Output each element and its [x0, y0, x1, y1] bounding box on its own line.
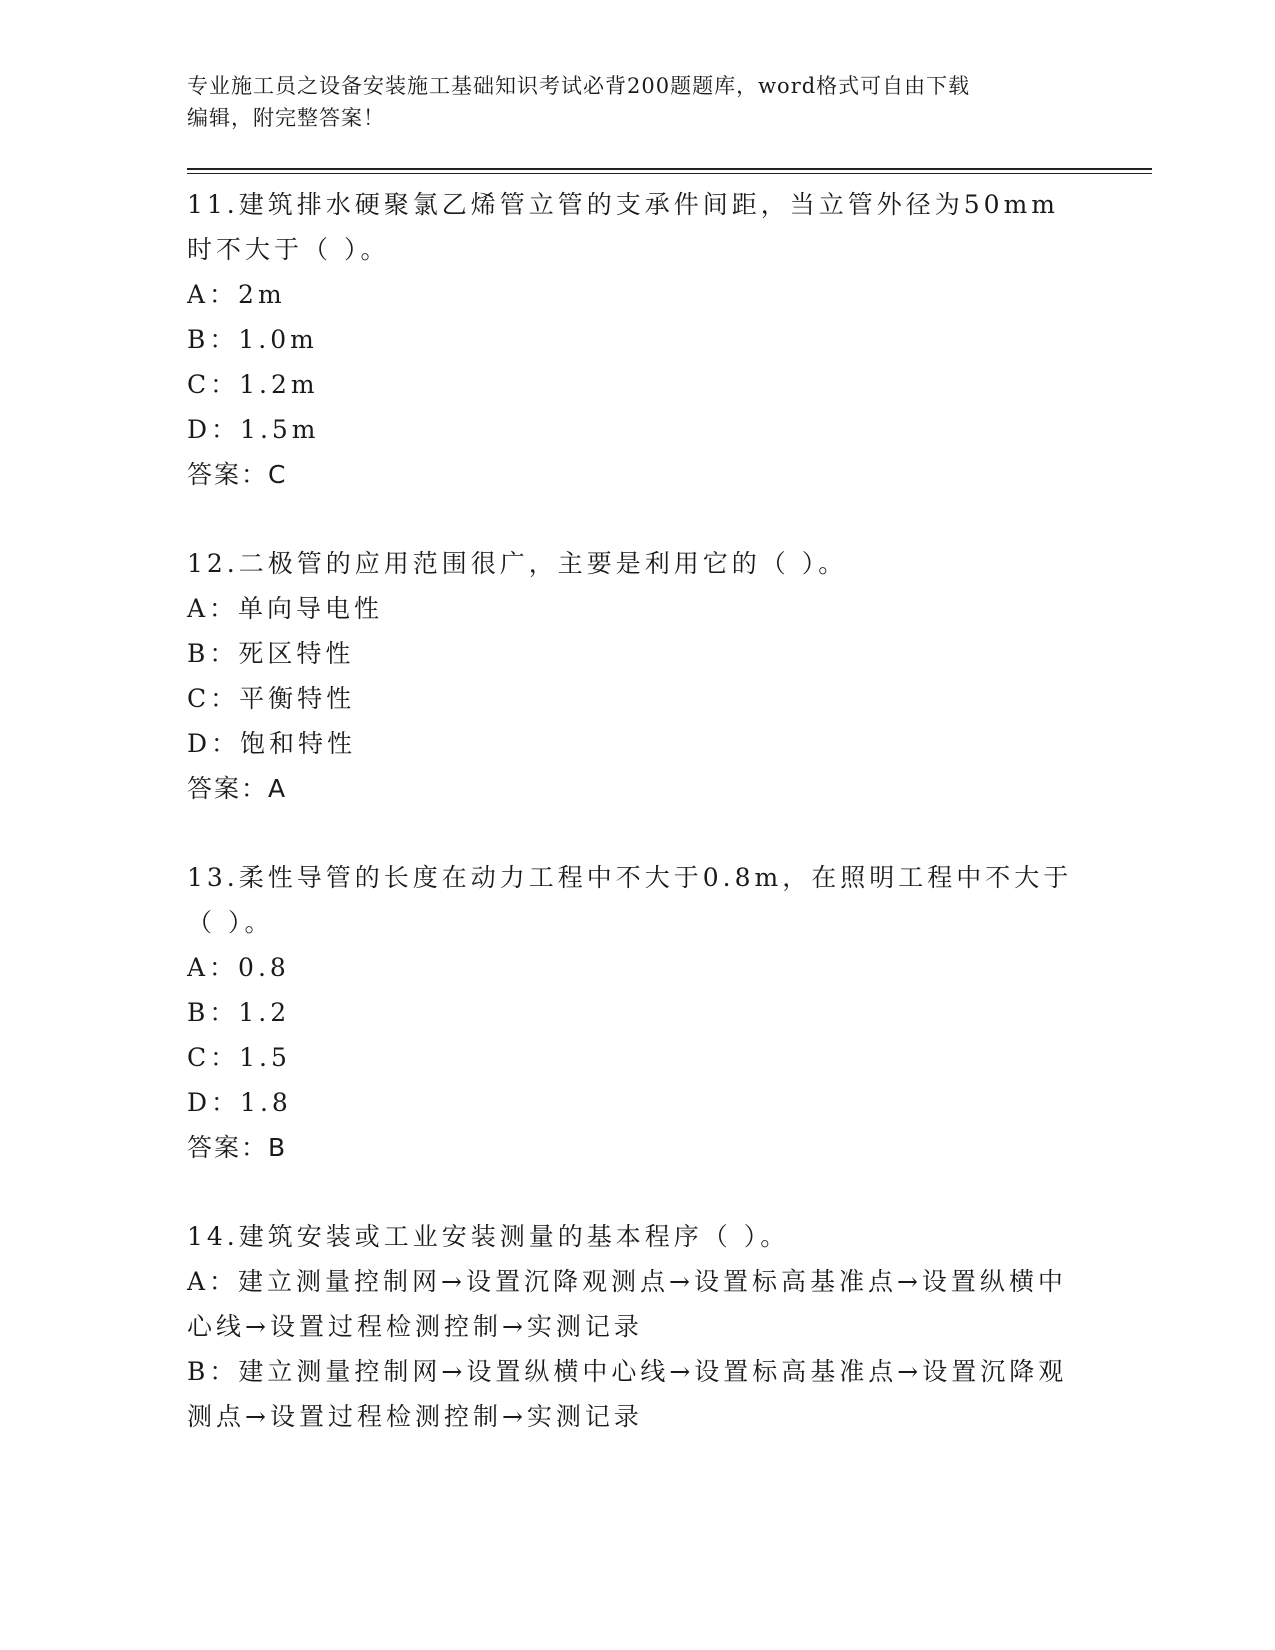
- option-b: B：建立测量控制网→设置纵横中心线→设置标高基准点→设置沉降观测点→设置过程检测控制→实测记录: [187, 1357, 1068, 1431]
- question-14: [187, 1214, 1147, 1439]
- question-13: [187, 855, 1147, 1170]
- option-a: A：0.8: [187, 953, 290, 982]
- header-line-1: 专业施工员之设备安装施工基础知识考试必背200题题库，word格式可自由下载: [187, 74, 971, 98]
- question-12: [187, 541, 1147, 811]
- option-a: A：2m: [187, 280, 286, 309]
- header-line-2: 编辑，附完整答案！: [187, 106, 385, 130]
- question-list: [187, 182, 1147, 1439]
- document-page: [187, 70, 1147, 1483]
- option-d: D：饱和特性: [187, 729, 357, 758]
- option-b: B：1.2: [187, 998, 291, 1027]
- option-a: A：建立测量控制网→设置沉降观测点→设置标高基准点→设置纵横中心线→设置过程检测控制→实测记录: [187, 1267, 1067, 1341]
- option-d: D：1.8: [187, 1088, 292, 1117]
- question-stem: 12.二极管的应用范围很广，主要是利用它的（ ）。: [187, 549, 848, 578]
- answer-line: 答案：B: [187, 1133, 288, 1162]
- option-b: B：死区特性: [187, 639, 355, 668]
- answer-line: 答案：C: [187, 460, 288, 489]
- option-b: B：1.0m: [187, 325, 318, 354]
- document-header: [187, 70, 1067, 134]
- option-c: C：1.5: [187, 1043, 291, 1072]
- question-11: [187, 182, 1147, 497]
- answer-line: 答案：A: [187, 774, 288, 803]
- option-d: D：1.5m: [187, 415, 320, 444]
- question-stem: 14.建筑安装或工业安装测量的基本程序（ ）。: [187, 1222, 790, 1251]
- option-c: C：平衡特性: [187, 684, 356, 713]
- question-stem: 11.建筑排水硬聚氯乙烯管立管的支承件间距，当立管外径为50mm时不大于（ ）。: [187, 190, 1059, 264]
- option-a: A：单向导电性: [187, 594, 384, 623]
- header-divider: [187, 168, 1152, 174]
- question-stem: 13.柔性导管的长度在动力工程中不大于0.8m，在照明工程中不大于（ ）。: [187, 863, 1073, 937]
- option-c: C：1.2m: [187, 370, 319, 399]
